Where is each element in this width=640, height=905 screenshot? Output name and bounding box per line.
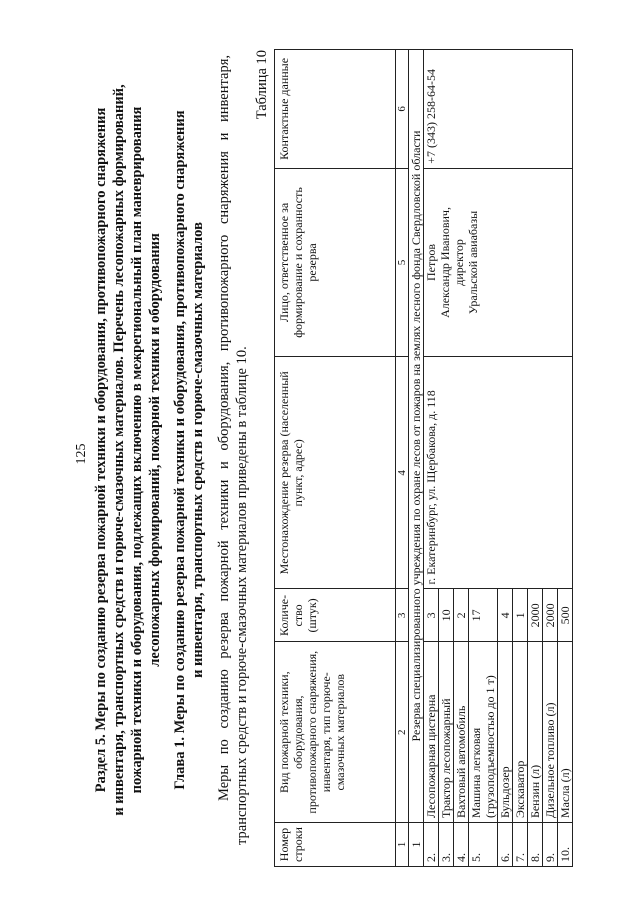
table-header-row [275, 50, 396, 867]
row-qty: 2000 [528, 589, 543, 642]
row-qty: 10 [439, 589, 454, 642]
header-cell: Местонахождение резерва (населенный пункт, адрес) [275, 357, 396, 589]
section-title [92, 55, 164, 845]
section-title-line: лесопожарных формирований, пожарной техники и оборудования [147, 233, 163, 667]
group-row-number: 1 [409, 823, 424, 867]
location-cell: г. Екатеринбург, ул. Щербакова, д. 118 [424, 357, 573, 589]
table-caption: Таблица 10 [254, 50, 270, 120]
intro-line: Меры по созданию резерва пожарной техники и оборудования, противопожарного снаряжения и инвентаря, [216, 55, 232, 801]
row-item: Бульдозер [498, 642, 513, 823]
row-item: Масла (л) [558, 642, 573, 823]
row-number: 7. [513, 823, 528, 867]
row-qty: 2000 [543, 589, 558, 642]
column-number: 3 [396, 589, 409, 642]
table-row [424, 50, 439, 867]
chapter-title-line: Глава 1. Меры по созданию резерва пожарной техники и оборудования, противопожарного снаряжения [172, 110, 188, 790]
row-number: 10. [558, 823, 573, 867]
chapter-title [171, 55, 207, 845]
row-qty: 500 [558, 589, 573, 642]
column-number: 5 [396, 168, 409, 356]
row-qty: 3 [424, 589, 439, 642]
row-qty: 2 [454, 589, 469, 642]
row-number: 5. [469, 823, 498, 867]
group-row [409, 50, 424, 867]
responsible-line: директор [452, 239, 466, 286]
intro-line: транспортных средств и горюче-смазочных материалов приведены в таблице 10. [234, 346, 250, 845]
group-label: Резерва специализированного учреждения по охране лесов от пожаров на землях лесного фонда Свердловской области [409, 50, 424, 823]
row-item: Лесопожарная цистерна [424, 642, 439, 823]
column-number: 2 [396, 642, 409, 823]
row-qty: 4 [498, 589, 513, 642]
row-number: 6. [498, 823, 513, 867]
row-item: Вахтовый автомобиль [454, 642, 469, 823]
responsible-line: Уральской авиабазы [466, 210, 480, 315]
column-number: 1 [396, 823, 409, 867]
header-cell: Лицо, ответственное за формирование и сохранность резерва [275, 168, 396, 356]
row-number: 4. [454, 823, 469, 867]
column-number: 6 [396, 50, 409, 169]
row-number: 9. [543, 823, 558, 867]
section-title-line: и инвентаря, транспортных средств и горюче-смазочных материалов. Перечень лесопожарных формирований, [111, 84, 127, 816]
row-number: 8. [528, 823, 543, 867]
section-title-line: Раздел 5. Меры по созданию резерва пожарной техники и оборудования, противопожарного снаряжения [93, 107, 109, 793]
header-cell: Количе-ство (штук) [275, 589, 396, 642]
row-item: Дизельное топливо (л) [543, 642, 558, 823]
contact-cell: +7 (343) 258-64-54 [424, 50, 573, 169]
header-cell: Номер строки [275, 823, 396, 867]
header-cell: Контактные данные [275, 50, 396, 169]
header-cell: Вид пожарной техники, оборудования, противопожарного снаряжения, инвентаря, тип горюче-смазочных материалов [275, 642, 396, 823]
responsible-line: Александр Иванович, [438, 207, 452, 318]
responsible-cell [424, 168, 573, 356]
row-item: Экскаватор [513, 642, 528, 823]
row-number: 3. [439, 823, 454, 867]
section-title-line: пожарной техники и оборудования, подлежащих включению в межрегиональный план маневрирования [129, 106, 145, 794]
row-qty: 17 [469, 589, 498, 642]
page-number: 125 [74, 443, 89, 465]
row-item: Бензин (л) [528, 642, 543, 823]
intro-paragraph [215, 55, 251, 845]
row-item: Машина легковая (грузоподъемностью до 1 т) [469, 642, 498, 823]
row-qty: 1 [513, 589, 528, 642]
row-number: 2. [424, 823, 439, 867]
row-item: Трактор лесопожарный [439, 642, 454, 823]
reserve-table [274, 49, 573, 867]
responsible-line: Петров [424, 243, 438, 281]
column-number-row [396, 50, 409, 867]
column-number: 4 [396, 357, 409, 589]
chapter-title-line: и инвентаря, транспортных средств и горюче-смазочных материалов [190, 222, 206, 678]
